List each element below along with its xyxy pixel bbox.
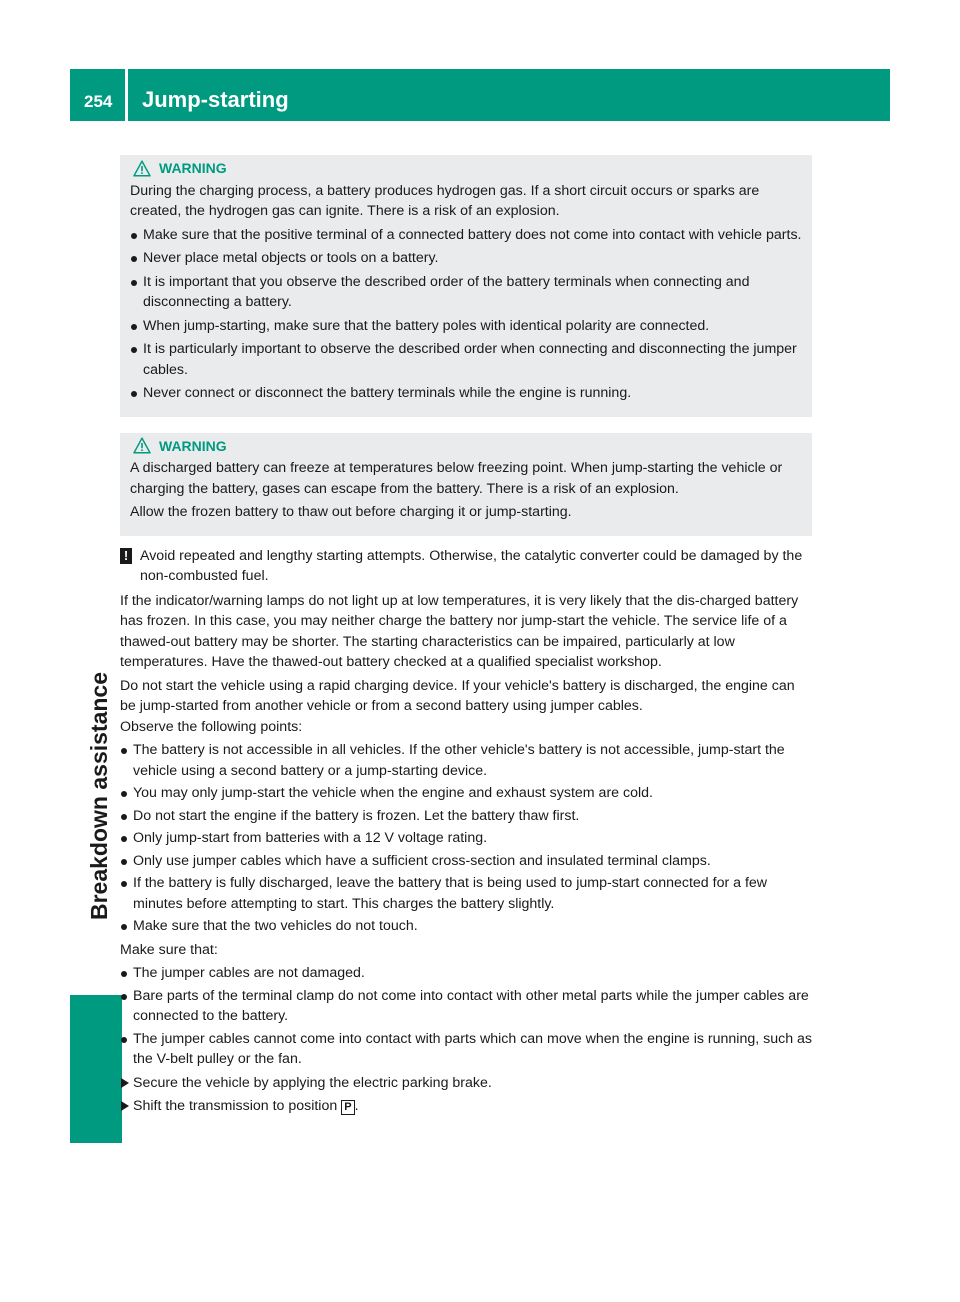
warning-header bbox=[130, 436, 802, 457]
step-text: Secure the vehicle by applying the electric parking brake. bbox=[133, 1074, 492, 1091]
steps-list bbox=[120, 1073, 812, 1117]
warning-box bbox=[120, 155, 812, 417]
step-item bbox=[120, 1073, 812, 1094]
step-end: . bbox=[354, 1098, 359, 1114]
section-tab bbox=[70, 995, 122, 1143]
list-item: Bare parts of the terminal clamp do not come into contact with other metal parts while the jumper cables are connected to the battery. bbox=[120, 986, 812, 1027]
list-item: Only use jumper cables which have a sufficient cross-section and insulated terminal clamps. bbox=[120, 851, 812, 872]
body-paragraph: Make sure that: bbox=[120, 941, 218, 958]
points-list bbox=[120, 740, 812, 937]
warning-list-item: It is important that you observe the described order of the battery terminals when connecting and disconnecting a battery. bbox=[130, 272, 802, 313]
warning-label: WARNING bbox=[159, 437, 227, 454]
step-text: Shift the transmission to position bbox=[133, 1098, 338, 1114]
page-number: 254 bbox=[84, 92, 113, 111]
step-arrow-icon bbox=[121, 1078, 129, 1088]
warning-header bbox=[130, 158, 802, 179]
section-label: Breakdown assistance bbox=[86, 671, 112, 920]
header-divider bbox=[125, 69, 128, 121]
list-item: Only jump-start from batteries with a 12 V voltage rating. bbox=[120, 828, 812, 849]
list-item: The jumper cables cannot come into contact with parts which can move when the engine is running, such as the V-belt pulley or the fan. bbox=[120, 1029, 812, 1070]
page-content bbox=[120, 155, 812, 1120]
body-paragraph: Observe the following points: bbox=[120, 718, 303, 735]
list-item: If the battery is fully discharged, leave the battery that is being used to jump-start connected for a few minutes before attempting to start. This charges the battery slightly. bbox=[120, 873, 812, 914]
warning-triangle-icon bbox=[133, 160, 151, 177]
notice-text: Avoid repeated and lengthy starting attempts. Otherwise, the catalytic converter could be damaged by the non-combusted fuel. bbox=[140, 547, 803, 584]
checks-list bbox=[120, 963, 812, 1070]
exclamation-icon: ! bbox=[120, 548, 132, 564]
park-position-symbol: P bbox=[341, 1100, 354, 1115]
step-item bbox=[120, 1096, 812, 1117]
warning-label: WARNING bbox=[159, 160, 227, 176]
body-paragraph: If the indicator/warning lamps do not light up at low temperatures, it is very likely that the dis-charged battery has frozen. In this case, you may neither charge the battery nor jump-start the vehicle. The service life of a thawed-out battery may be shorter. The starting characteristics can be impaired, particularly at low temperatures. Have the thawed-out battery checked at a qualified specialist workshop. bbox=[120, 592, 799, 670]
warning-list-item: Make sure that the positive terminal of a connected battery does not come into contact with vehicle parts. bbox=[130, 225, 802, 246]
warning-triangle-icon bbox=[133, 437, 151, 454]
list-item: The battery is not accessible in all vehicles. If the other vehicle's battery is not accessible, jump-start the vehicle using a second battery or a jump-starting device. bbox=[120, 740, 812, 781]
warning-text: A discharged battery can freeze at temperatures below freezing point. When jump-starting the vehicle or charging the battery, gases can escape from the battery. There is a risk of an explosion. bbox=[130, 460, 783, 497]
list-item: The jumper cables are not damaged. bbox=[120, 963, 812, 984]
warning-text: Allow the frozen battery to thaw out before charging it or jump-starting. bbox=[130, 504, 572, 520]
list-item: Make sure that the two vehicles do not touch. bbox=[120, 916, 812, 937]
warning-text: During the charging process, a battery produces hydrogen gas. If a short circuit occurs or sparks are created, the hydrogen gas can ignite. There is a risk of an explosion. bbox=[130, 182, 760, 219]
body-paragraph: Do not start the vehicle using a rapid charging device. If your vehicle's battery is discharged, the engine can be jump-started from another vehicle or from a second battery using jumper cables. bbox=[120, 677, 795, 714]
warning-list-item: When jump-starting, make sure that the battery poles with identical polarity are connected. bbox=[130, 316, 802, 337]
warning-box bbox=[120, 433, 812, 536]
page-title: Jump-starting bbox=[142, 87, 289, 112]
list-item: Do not start the engine if the battery is frozen. Let the battery thaw first. bbox=[120, 806, 812, 827]
warning-list-item: It is particularly important to observe the described order when connecting and disconnecting the jumper cables. bbox=[130, 339, 802, 380]
warning-list-item: Never connect or disconnect the battery terminals while the engine is running. bbox=[130, 383, 802, 404]
notice bbox=[120, 546, 812, 587]
warning-list-item: Never place metal objects or tools on a battery. bbox=[130, 248, 802, 269]
list-item: You may only jump-start the vehicle when the engine and exhaust system are cold. bbox=[120, 783, 812, 804]
warning-list bbox=[130, 225, 802, 404]
step-arrow-icon bbox=[121, 1101, 129, 1111]
